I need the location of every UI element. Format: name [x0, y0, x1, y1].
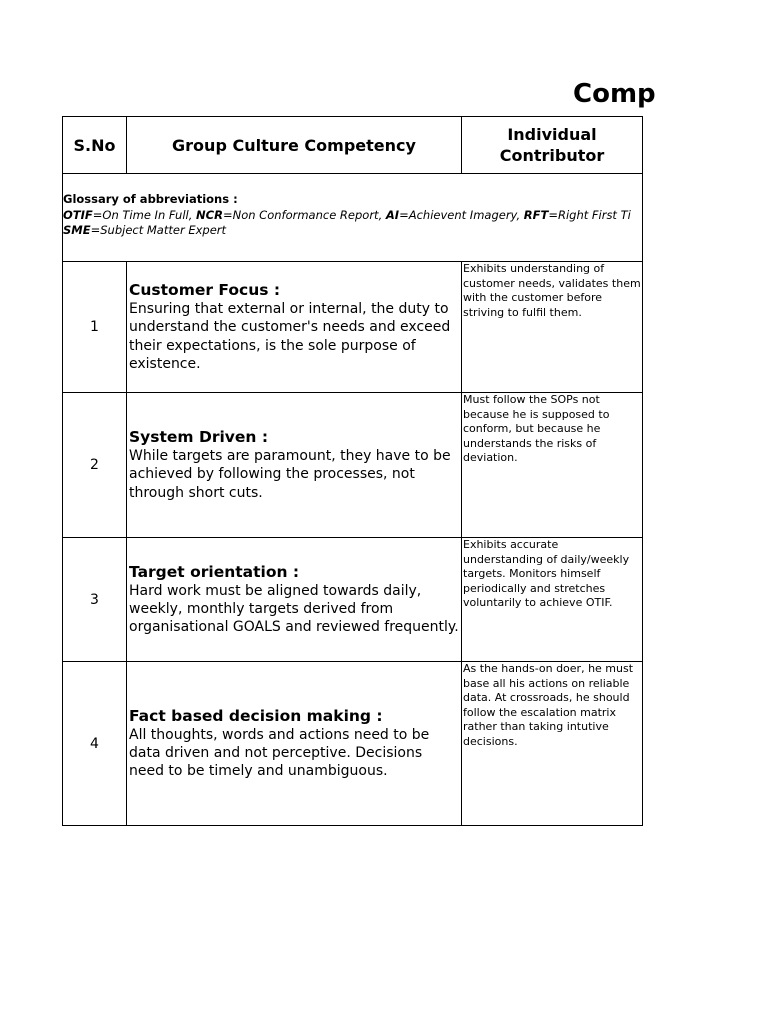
row-3-sno: 3 — [90, 591, 99, 608]
glossary-def: =On Time In Full, — [92, 207, 197, 222]
glossary-abbr: NCR — [196, 207, 223, 222]
header-competency: Group Culture Competency — [172, 135, 416, 155]
table-border-bottom — [62, 825, 643, 826]
row-1-sno: 1 — [90, 319, 99, 335]
row-4-individual-contributor: As the hands-on doer, he must base all his actions on reliable data. At crossroads, he should follow the escalation matrix rather than taking intutive decisions. — [463, 662, 634, 748]
competency-title: Target orientation : — [129, 562, 300, 581]
row-3-individual-contributor: Exhibits accurate understanding of daily/weekly targets. Monitors himself periodically and stretches voluntarily to achieve OTIF. — [463, 538, 630, 609]
competency-description: Ensuring that external or internal, the duty to understand the customer's needs and exceed their expectations, is the sole purpose of existence. — [129, 300, 451, 372]
competency-title: System Driven : — [129, 428, 269, 447]
row-1-competency — [127, 262, 461, 392]
competency-description: Hard work must be aligned towards daily, weekly, monthly targets derived from organisational GOALS and reviewed frequently. — [129, 582, 459, 636]
row-3-competency — [127, 538, 461, 661]
glossary-abbr: SME — [63, 223, 91, 237]
glossary — [63, 192, 643, 244]
row-4-sno: 4 — [90, 735, 99, 752]
glossary-title: Glossary of abbreviations : — [63, 192, 238, 206]
competency-description: All thoughts, words and actions need to be data driven and not perceptive. Decisions need to be timely and unambiguous. — [129, 726, 430, 780]
glossary-def: =Achievent Imagery, — [399, 207, 524, 222]
glossary-def: =Right First Ti — [548, 207, 631, 222]
row-1-individual-contributor: Exhibits understanding of customer needs, validates them with the customer before striving to fulfil them. — [463, 262, 641, 319]
competency-title: Fact based decision making : — [129, 706, 383, 725]
glossary-line-1 — [63, 208, 643, 224]
row-2-individual-contributor: Must follow the SOPs not because he is supposed to conform, but because he understands the risks of deviation. — [463, 393, 610, 464]
page-title: Comp — [573, 79, 656, 109]
table-header-bottom — [62, 173, 643, 174]
glossary-abbr: AI — [385, 207, 400, 222]
glossary-abbr: RFT — [523, 207, 549, 222]
glossary-def: =Subject Matter Expert — [90, 223, 227, 237]
glossary-line-2 — [63, 223, 643, 239]
competency-description: While targets are paramount, they have to be achieved by following the processes, not through short cuts. — [129, 448, 451, 501]
row-2-sno: 2 — [90, 457, 99, 473]
row-2-competency — [127, 393, 461, 537]
row-4-competency — [127, 662, 461, 825]
glossary-def: =Non Conformance Report, — [222, 207, 386, 222]
glossary-abbr: OTIF — [63, 207, 93, 222]
competency-title: Customer Focus : — [129, 280, 281, 299]
header-sno: S.No — [73, 135, 116, 155]
header-individual-contributor: Individual Contributor — [499, 125, 605, 165]
